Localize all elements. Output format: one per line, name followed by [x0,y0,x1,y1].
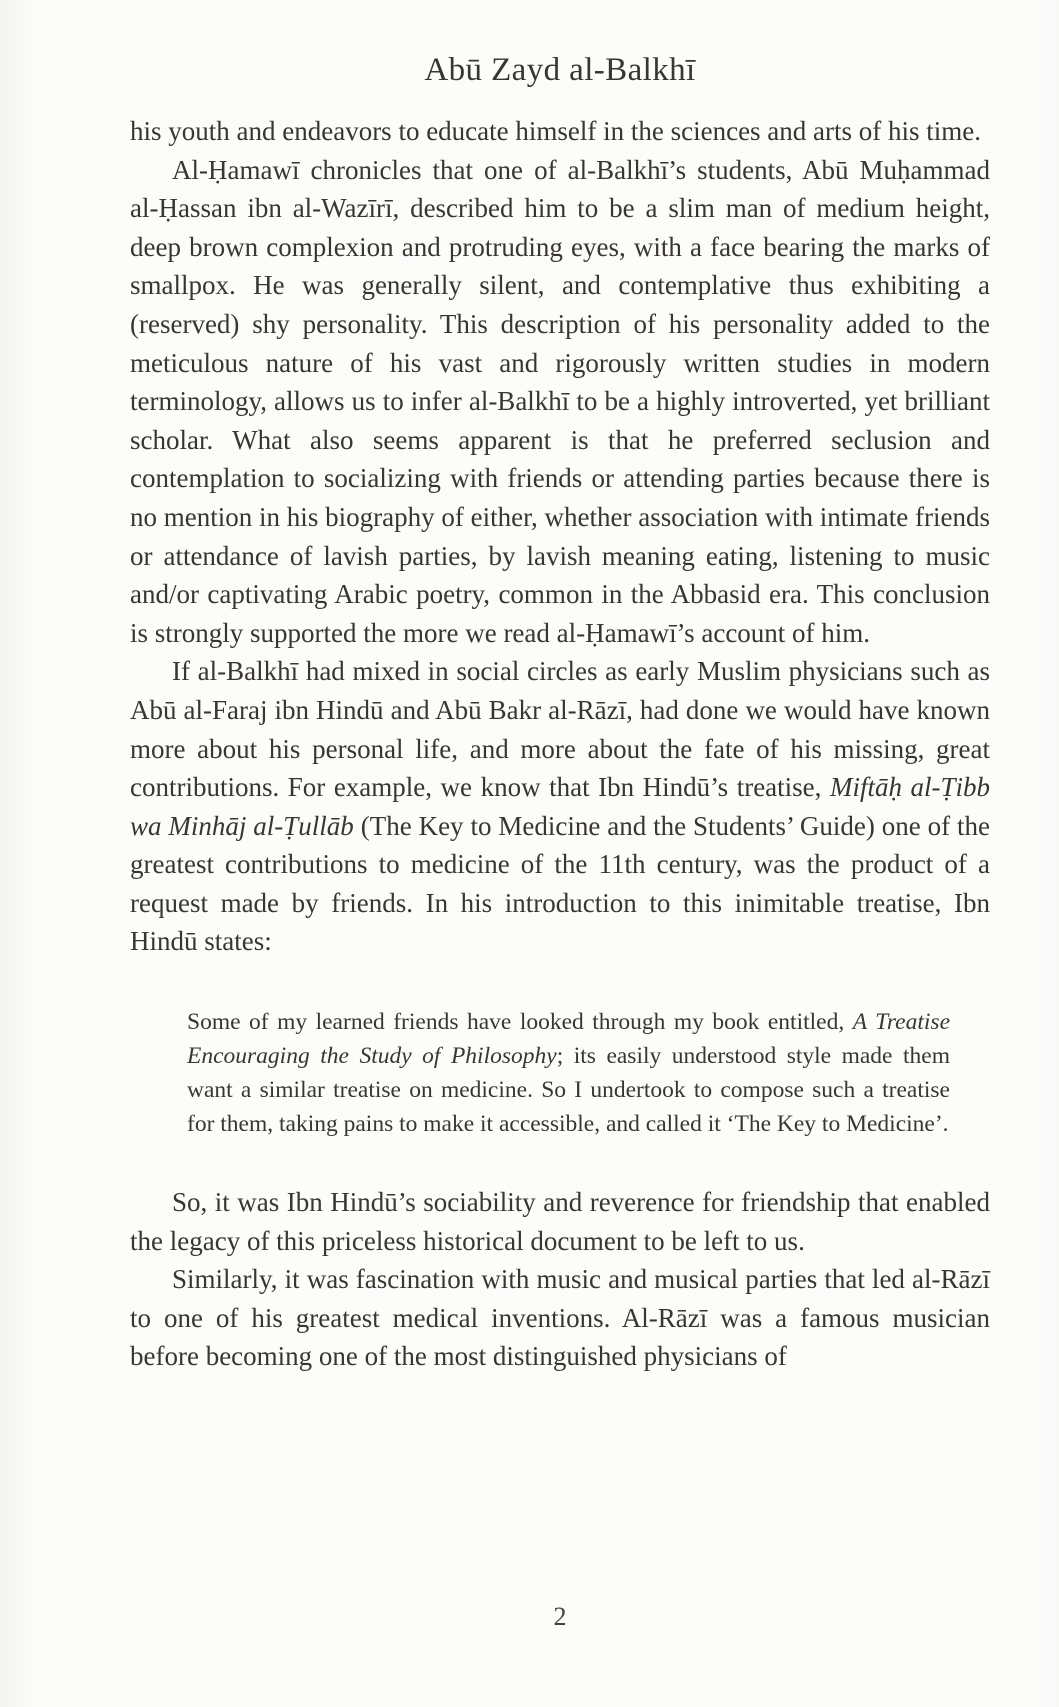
page-footer [130,1602,990,1632]
italic-text-run: Miftāḥ al-Ṭibb wa Minhāj al-Ṭullāb [130,772,990,841]
italic-text-run: A Treatise Encouraging the Study of Philosophy [187,1009,950,1070]
blockquote [187,1005,950,1141]
text-run: So, it was Ibn Hindū’s sociability and reverence for friendship that enabled the legacy of this priceless historical document to be left to us. [130,1187,990,1256]
text-run: his youth and endeavors to educate himself in the sciences and arts of his time. [130,116,982,146]
text-run: Some of my learned friends have looked through my book entitled, [187,1009,853,1036]
paragraph [130,1183,990,1260]
page-number: 2 [553,1602,567,1631]
text-run: (The Key to Medicine and the Students’ Guide) one of the greatest contributions to medicine of the 11th century, was the product of a request made by friends. In his introduction to this inimitable treatise, Ibn Hindū states: [130,810,990,957]
text-run: Similarly, it was fascination with music and musical parties that led al-Rāzī to one of his greatest medical inventions. Al-Rāzī was a famous musician before becoming one of the most distinguished physicians of [130,1264,990,1372]
paragraph [130,652,990,961]
text-run: If al-Balkhī had mixed in social circles as early Muslim physicians such as Abū al-Faraj ibn Hindū and Abū Bakr al-Rāzī, had done we would have known more about his personal life, and more about the fate of his missing, great contributions. For example, we know that Ibn Hindū’s treatise, [130,656,990,803]
text-column [130,112,990,1376]
text-run: Al-Ḥamawī chronicles that one of al-Balkhī’s students, Abū Muḥammad al-Ḥassan ibn al-Wazīrī, described him to be a slim man of medium height, deep brown complexion and protruding eyes, with a face bearing the marks of smallpox. He was generally silent, and contemplative thus exhibiting a (reserved) shy personality. This description of his personality added to the meticulous nature of his vast and rigorously written studies in modern terminology, allows us to infer al-Balkhī to be a highly introverted, yet brilliant scholar. What also seems apparent is that he preferred seclusion and contemplation to socializing with friends or attending parties because there is no mention in his biography of either, whether association with intimate friends or attendance of lavish parties, by lavish meaning eating, listening to music and/or captivating Arabic poetry, common in the Abbasid era. This conclusion is strongly supported the more we read al-Ḥamawī’s account of him. [130,154,990,648]
text-run: ; its easily understood style made them want a similar treatise on medicine. So I undertook to compose such a treatise for them, taking pains to make it accessible, and called it ‘The Key to Medicine’. [187,1043,950,1138]
paragraph [130,1260,990,1376]
paragraph [130,112,990,151]
paragraph [130,151,990,653]
page-title: Abū Zayd al-Balkhī [424,52,696,88]
